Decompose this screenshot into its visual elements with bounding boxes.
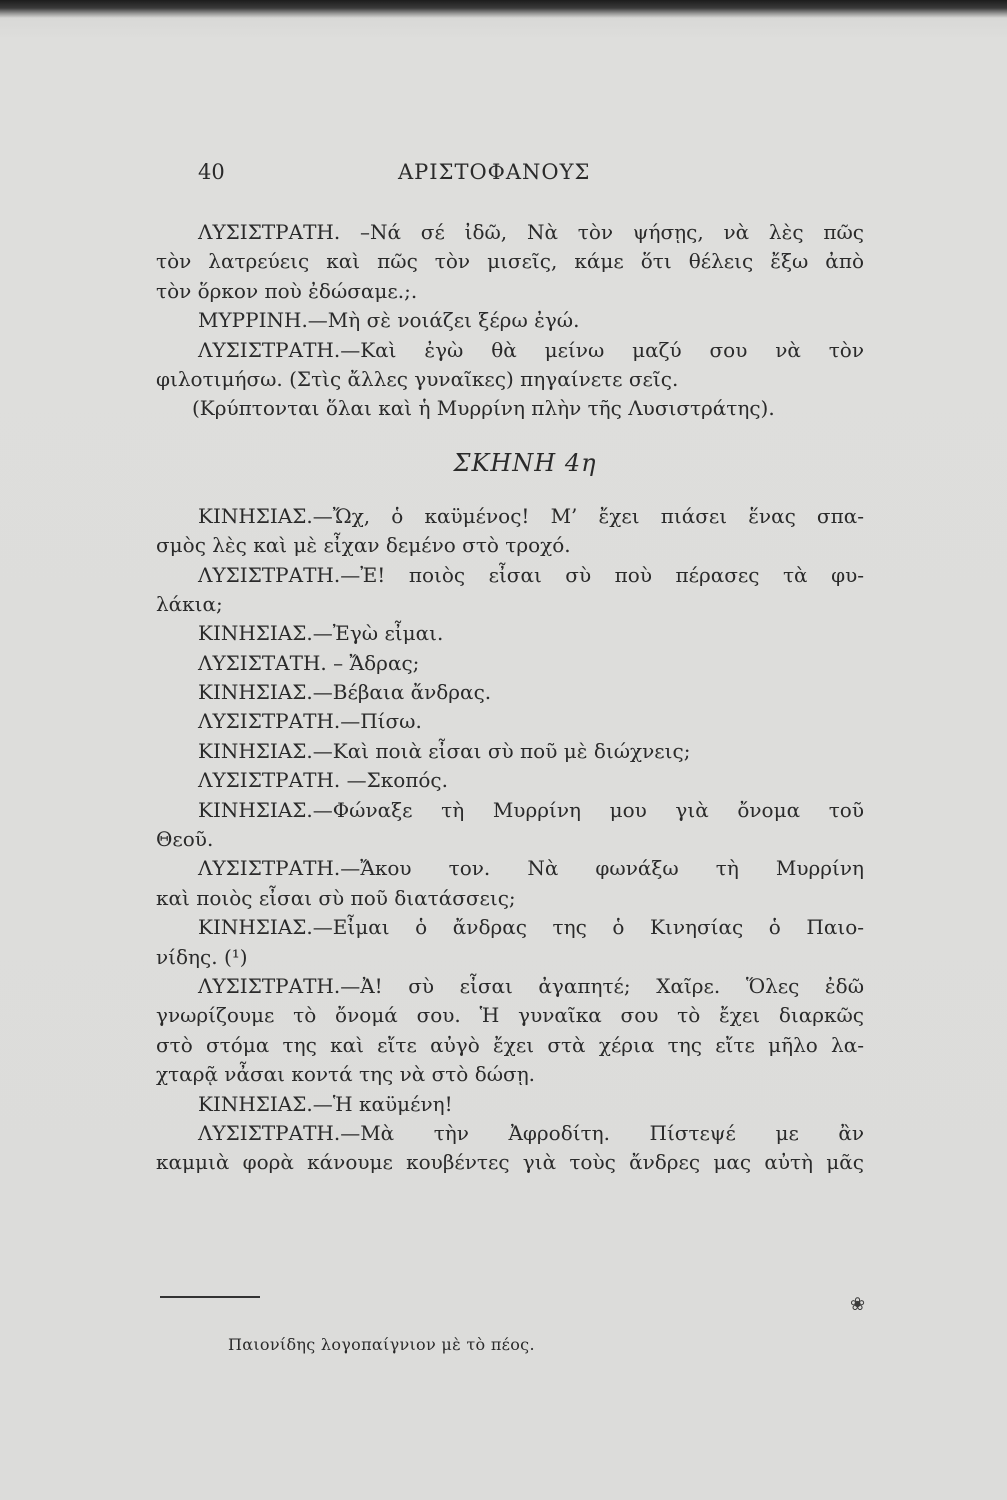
dialogue-line: ΛΥΣΙΣΤΡΑΤΗ.—Μὰ τὴν Ἀφροδίτη. Πίστεψέ με ἂν bbox=[198, 1120, 864, 1145]
dialogue-line: καμμιὰ φορὰ κάνουμε κουβέντες γιὰ τοὺς ἄνδρες μας αὐτὴ μᾶς bbox=[156, 1150, 864, 1175]
dialogue-line: τὸν λατρεύεις καὶ πῶς τὸν μισεῖς, κάμε ὅτι θέλεις ἔξω ἀπὸ bbox=[156, 249, 864, 274]
page-number: 40 bbox=[198, 160, 225, 184]
dialogue-line: ΛΥΣΙΣΤΡΑΤΗ.—Ἀ! σὺ εἶσαι ἀγαπητέ; Χαῖρε. Ὅλες ἐδῶ bbox=[198, 973, 864, 998]
footnote-divider bbox=[160, 1296, 260, 1298]
dialogue-line: νίδης. (¹) bbox=[156, 944, 248, 969]
dialogue-line: ΚΙΝΗΣΙΑΣ.—Βέβαια ἄνδρας. bbox=[198, 680, 492, 705]
dialogue-line: ΚΙΝΗΣΙΑΣ.—Φώναξε τὴ Μυρρίνη μου γιὰ ὄνομα τοῦ bbox=[198, 797, 864, 822]
scanned-page-top-edge bbox=[0, 0, 1007, 18]
dialogue-line: ΚΙΝΗΣΙΑΣ.—Εἶμαι ὁ ἄνδρας της ὁ Κινησίας ὁ Παιο- bbox=[198, 915, 864, 940]
scene-heading: ΣΚΗΝΗ 4η bbox=[453, 448, 597, 477]
dialogue-line: τὸν ὅρκον ποὺ ἐδώσαμε.;. bbox=[156, 278, 418, 303]
dialogue-line: ΛΥΣΙΣΤΡΑΤΗ.—Ἄκου τον. Νὰ φωνάξω τὴ Μυρρίνη bbox=[198, 856, 864, 881]
dialogue-line: ΜΥΡΡΙΝΗ.—Μὴ σὲ νοιάζει ξέρω ἐγώ. bbox=[198, 308, 580, 333]
dialogue-line: γνωρίζουμε τὸ ὄνομά σου. Ἡ γυναῖκα σου τὸ ἔχει διαρκῶς bbox=[156, 1003, 864, 1028]
printer-ornament-icon: ❀ bbox=[850, 1294, 866, 1315]
running-title: ΑΡΙΣΤΟΦΑΝΟΥΣ bbox=[398, 160, 591, 184]
dialogue-line: ΛΥΣΙΣΤΡΑΤΗ.—Πίσω. bbox=[198, 709, 422, 734]
dialogue-line: λάκια; bbox=[156, 591, 223, 616]
dialogue-line: ΚΙΝΗΣΙΑΣ.—Καὶ ποιὰ εἶσαι σὺ ποῦ μὲ διώχνεις; bbox=[198, 738, 691, 763]
play-text bbox=[156, 218, 864, 1178]
page-header bbox=[198, 160, 858, 194]
dialogue-line: ΛΥΣΙΣΤΡΑΤΗ.—Ἐ! ποιὸς εἶσαι σὺ ποὺ πέρασες τὰ φυ- bbox=[198, 562, 864, 587]
dialogue-line: ΛΥΣΙΣΤΡΑΤΗ. —Σκοπός. bbox=[198, 768, 448, 793]
dialogue-line: καὶ ποιὸς εἶσαι σὺ ποῦ διατάσσεις; bbox=[156, 885, 516, 910]
dialogue-line: Θεοῦ. bbox=[156, 827, 214, 852]
dialogue-line: ΛΥΣΙΣΤΡΑΤΗ.—Καὶ ἐγὼ θὰ μείνω μαζύ σου νὰ τὸν bbox=[198, 337, 864, 362]
dialogue-line: ΚΙΝΗΣΙΑΣ.—Ἡ καϋμένη! bbox=[198, 1091, 453, 1116]
dialogue-line: ΛΥΣΙΣΤΑΤΗ. – Ἄδρας; bbox=[198, 650, 420, 675]
stage-direction: (Κρύπτονται ὅλαι καὶ ἡ Μυρρίνη πλὴν τῆς Λυσιστράτης). bbox=[192, 396, 775, 421]
dialogue-line: ΚΙΝΗΣΙΑΣ.—Ὤχ, ὁ καϋμένος! Μ’ ἔχει πιάσει ἕνας σπα- bbox=[198, 503, 864, 528]
dialogue-line: στὸ στόμα της καὶ εἴτε αὐγὸ ἔχει στὰ χέρια της εἴτε μῆλο λα- bbox=[156, 1032, 864, 1057]
dialogue-line: χταρᾷ νἆσαι κοντά της νὰ στὸ δώσῃ. bbox=[156, 1062, 536, 1087]
dialogue-line: ΚΙΝΗΣΙΑΣ.—Ἐγὼ εἶμαι. bbox=[198, 621, 444, 646]
footnote: Παιονίδης λογοπαίγνιον μὲ τὸ πέος. bbox=[228, 1335, 535, 1354]
dialogue-line: σμὸς λὲς καὶ μὲ εἶχαν δεμένο στὸ τροχό. bbox=[156, 533, 571, 558]
dialogue-line: φιλοτιμήσω. (Στὶς ἄλλες γυναῖκες) πηγαίνετε σεῖς. bbox=[156, 366, 679, 391]
dialogue-line: ΛΥΣΙΣΤΡΑΤΗ. –Νά σέ ἰδῶ, Νὰ τὸν ψήσῃς, νὰ λὲς πῶς bbox=[198, 220, 864, 244]
